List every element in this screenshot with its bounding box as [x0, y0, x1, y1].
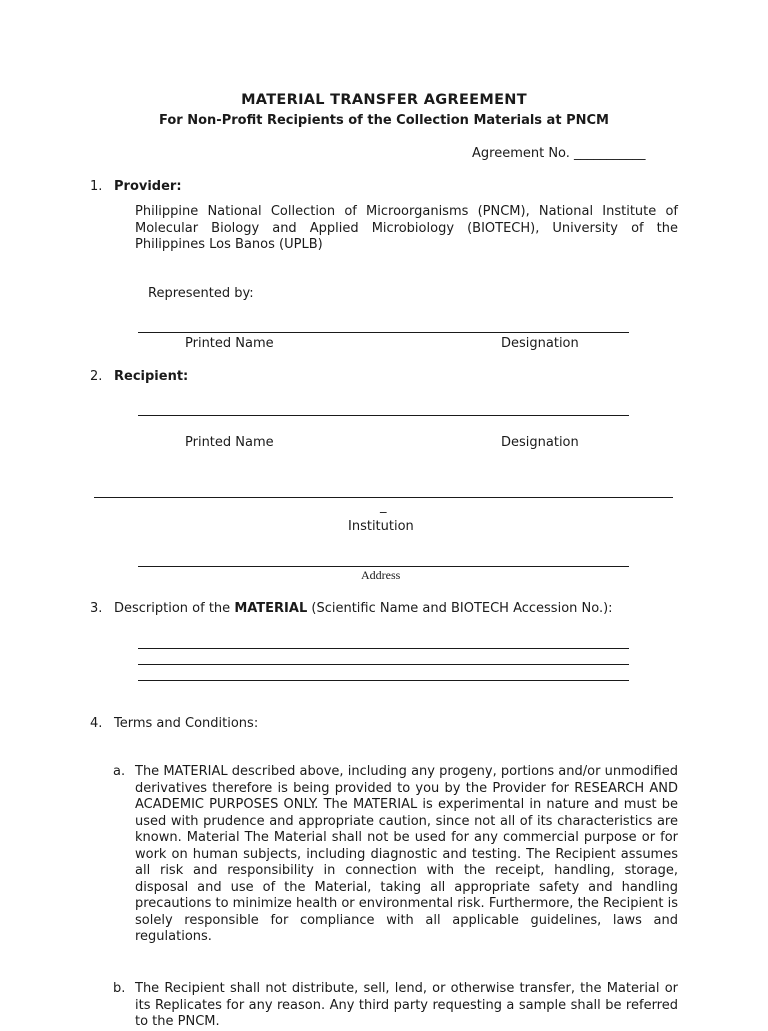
address-line[interactable]: [138, 566, 629, 567]
material-line[interactable]: [138, 680, 629, 681]
provider-signature-line[interactable]: [138, 332, 629, 333]
recipient-heading: Recipient:: [114, 369, 189, 384]
material-prompt-bold: MATERIAL: [234, 601, 308, 616]
term-paragraph: The MATERIAL described above, including any progeny, portions and/or unmodified derivatives therefore is being provided to you by the Provider for RESEARCH AND ACADEMIC PURPOSES ONLY. The MATERIAL is experimental in nature and must be used with prudence and appropriate caution, since not all of its characteristics are known. Material The Material shall not be used for any commercial purpose or for work on human subjects, including diagnostic and testing. The Recipient assumes all risk and responsibility in connection with the receipt, handling, storage, disposal and use of the Material, taking all appropriate safety and handling precautions to minimize health or environmental risk. Furthermore, the Recipient is solely responsible for compliance with all applicable guidelines, laws and regulations.: [135, 764, 678, 944]
section-number-material: 3.: [90, 601, 103, 616]
address-label: Address: [361, 568, 401, 582]
terms-heading: Terms and Conditions:: [114, 716, 259, 731]
page-title: MATERIAL TRANSFER AGREEMENT: [241, 92, 527, 108]
term-marker: b.: [113, 981, 126, 996]
recipient-printed-name-label: Printed Name: [185, 435, 274, 450]
material-line[interactable]: [138, 664, 629, 665]
institution-label: Institution: [348, 519, 414, 534]
represented-by-label: Represented by:: [148, 286, 254, 301]
provider-designation-label: Designation: [501, 336, 579, 351]
term-marker: a.: [113, 764, 126, 779]
agreement-number-field[interactable]: Agreement No. ___________: [472, 146, 646, 161]
recipient-designation-label: Designation: [501, 435, 579, 450]
term-paragraph: The Recipient shall not distribute, sell, lend, or otherwise transfer, the Material or its Replicates for any reason. Any third party requesting a sample shall be referred to the PNCM.: [135, 981, 678, 1029]
recipient-signature-line[interactable]: [138, 415, 629, 416]
provider-description: Philippine National Collection of Microorganisms (PNCM), National Institute of Molecular Biology and Applied Microbiology (BIOTECH), University of the Philippines Los Banos (UPLB): [135, 204, 678, 252]
section-number-terms: 4.: [90, 716, 103, 731]
material-line[interactable]: [138, 648, 629, 649]
provider-printed-name-label: Printed Name: [185, 336, 274, 351]
material-prompt-suffix: (Scientific Name and BIOTECH Accession No.):: [307, 601, 613, 616]
institution-line-overflow: _: [380, 499, 387, 514]
section-number-recipient: 2.: [90, 369, 103, 384]
provider-heading: Provider:: [114, 179, 182, 194]
material-description-prompt: [114, 601, 613, 616]
page-subtitle: For Non-Profit Recipients of the Collection Materials at PNCM: [159, 113, 609, 128]
institution-line[interactable]: [94, 497, 673, 498]
material-prompt-text: Description of the: [114, 601, 235, 616]
section-number-provider: 1.: [90, 179, 103, 194]
